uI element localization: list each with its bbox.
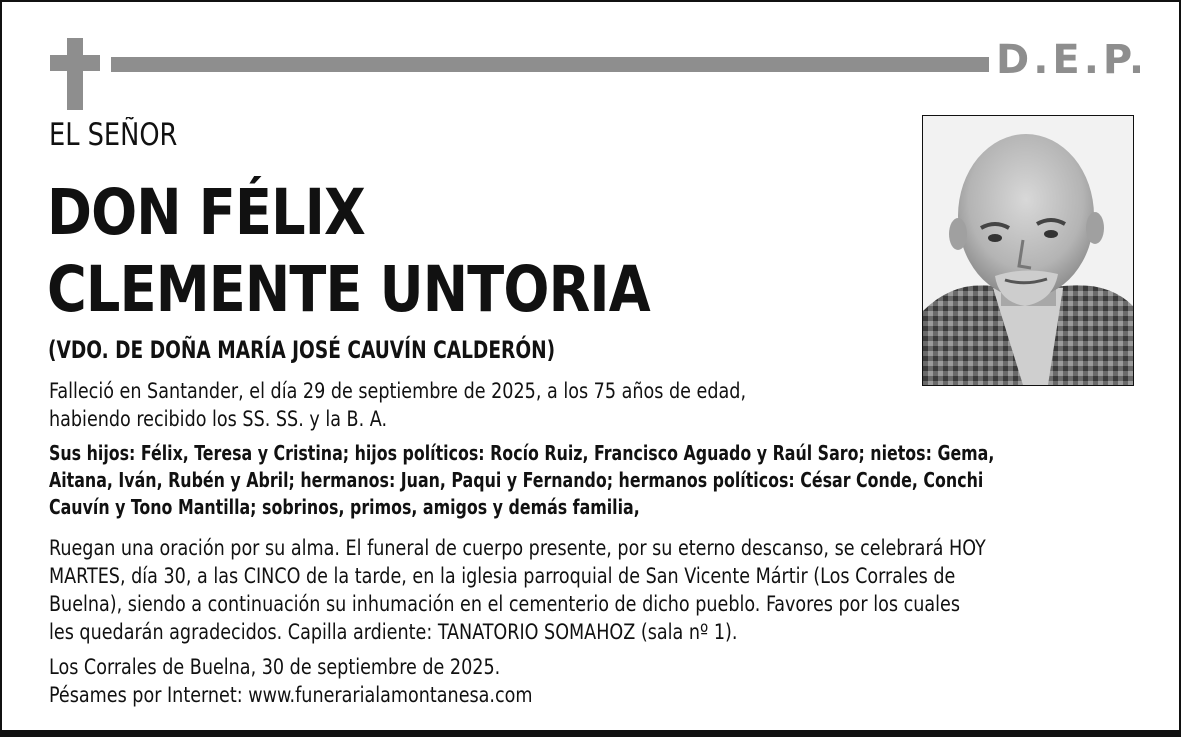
dep-label: D.E.P.: [996, 37, 1149, 83]
header-rule: [111, 57, 989, 72]
funeral-line: Buelna), siendo a continuación su inhumación en el cementerio de dicho pueblo. Favores por los cuales: [49, 592, 960, 616]
funeral-line: MARTES, día 30, a las CINCO de la tarde, en la iglesia parroquial de San Vicente Mártir (Los Corrales de: [49, 564, 956, 588]
death-details: [49, 377, 746, 433]
deceased-name: [47, 174, 650, 328]
family-line: Aitana, Iván, Rubén y Abril; hermanos: Juan, Paqui y Fernando; hermanos políticos: César Conde, Conchi: [49, 468, 984, 492]
family-list: [49, 440, 994, 521]
death-line: habiendo recibido los SS. SS. y la B. A.: [49, 407, 388, 431]
portrait-photo: [922, 115, 1134, 386]
funeral-line: les quedarán agradecidos. Capilla ardiente: TANATORIO SOMAHOZ (sala nº 1).: [49, 620, 738, 644]
name-line-2: CLEMENTE UNTORIA: [47, 253, 650, 326]
funeral-details: [49, 534, 986, 646]
family-line: Cauvín y Tono Mantilla; sobrinos, primos, amigos y demás familia,: [49, 495, 640, 519]
death-line: Falleció en Santander, el día 29 de septiembre de 2025, a los 75 años de edad,: [49, 379, 747, 403]
family-line: Sus hijos: Félix, Teresa y Cristina; hijos políticos: Rocío Ruiz, Francisco Aguado y Raúl Saro; nietos: Gema,: [49, 441, 995, 465]
place-date: Los Corrales de Buelna, 30 de septiembre de 2025.: [49, 655, 501, 679]
funeral-line: Ruegan una oración por su alma. El funeral de cuerpo presente, por su eterno descanso, se celebrará HOY: [49, 536, 986, 560]
condolences-line: Pésames por Internet: www.funerarialamontanesa.com: [49, 683, 533, 707]
name-line-1: DON FÉLIX: [47, 176, 365, 249]
widower-of: (VDO. DE DOÑA MARÍA JOSÉ CAUVÍN CALDERÓN): [48, 336, 556, 364]
honorific: EL SEÑOR: [49, 117, 178, 153]
footer-info: [49, 653, 533, 709]
